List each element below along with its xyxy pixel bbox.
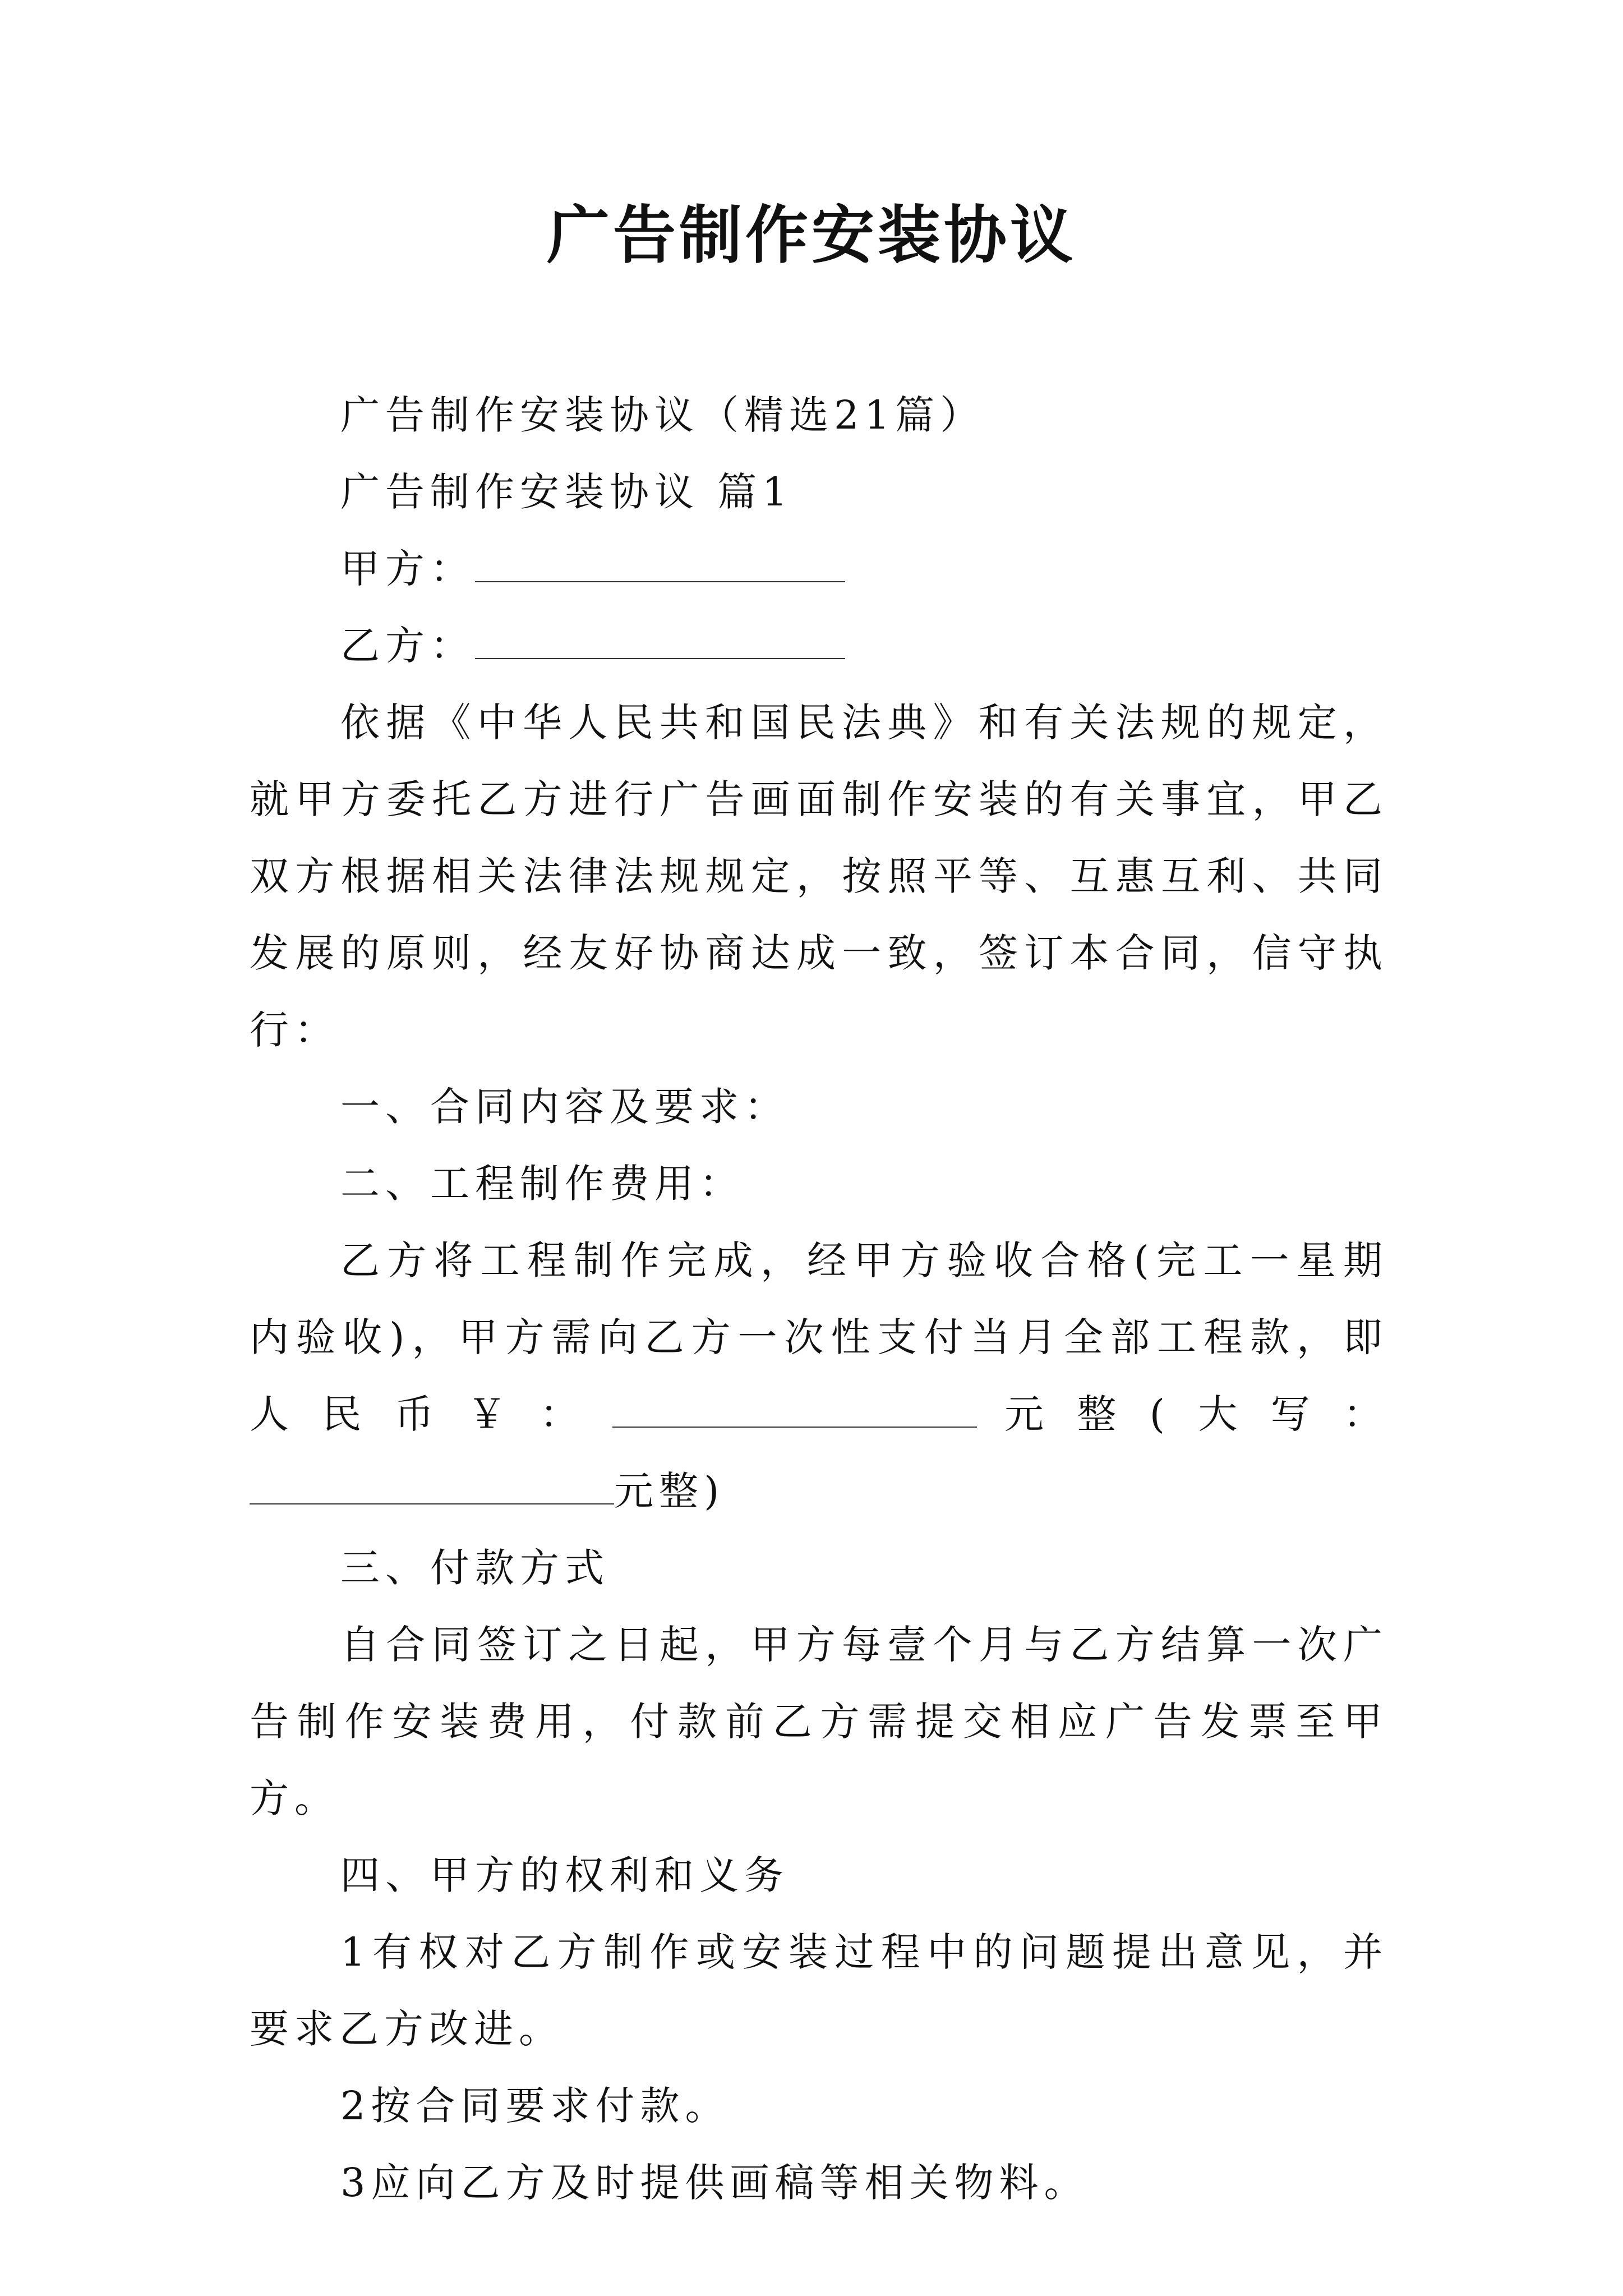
list-item: 1有权对乙方制作或安装过程中的问题提出意见，并要求乙方改进。: [250, 1929, 1388, 2052]
subtitle: 广告制作安装协议（精选21篇）: [340, 392, 985, 438]
list-item: 3应向乙方及时提供画稿等相关物料。: [340, 2160, 1089, 2206]
heading-party-a-rights: 四、甲方的权利和义务: [340, 1852, 789, 1898]
party-a-line: [250, 531, 1388, 608]
fee-paragraph: [250, 1222, 1388, 1530]
party-a-blank: [475, 536, 845, 582]
fee-text-a: 乙方将工程制作完成，经甲方验收合格(完工一星期内验收)，甲方需向乙方一次性支付当月全部工程款，即人民币￥：: [250, 1237, 1388, 1437]
list-item: 2按合同要求付款。: [340, 2083, 730, 2129]
intro-paragraph: 依据《中华人民共和国民法典》和有关法规的规定，就甲方委托乙方进行广告画面制作安装的有关事宜，甲乙双方根据相关法律法规规定，按照平等、互惠互利、共同发展的原则，经友好协商达成一致，签订本合同，信守执行：: [250, 700, 1388, 1053]
document-title: 广告制作安装协议: [547, 199, 1076, 272]
heading-payment: 三、付款方式: [340, 1545, 610, 1591]
amount-blank: [612, 1382, 977, 1428]
heading-fees: 二、工程制作费用：: [340, 1161, 744, 1207]
document-body: [250, 377, 1388, 2221]
fee-text-b: 元整(大写：: [976, 1391, 1389, 1437]
fee-text-c: 元整): [614, 1468, 725, 1514]
party-a-label: 甲方：: [340, 546, 475, 592]
heading-contract-content: 一、合同内容及要求：: [340, 1084, 789, 1130]
amount-words-blank: [250, 1458, 614, 1504]
party-b-line: [250, 608, 1388, 684]
party-b-blank: [475, 613, 845, 659]
payment-paragraph: 自合同签订之日起，甲方每壹个月与乙方结算一次广告制作安装费用，付款前乙方需提交相应广告发票至甲方。: [250, 1622, 1388, 1821]
party-b-label: 乙方：: [340, 623, 475, 669]
section-heading: 广告制作安装协议 篇1: [340, 469, 793, 515]
